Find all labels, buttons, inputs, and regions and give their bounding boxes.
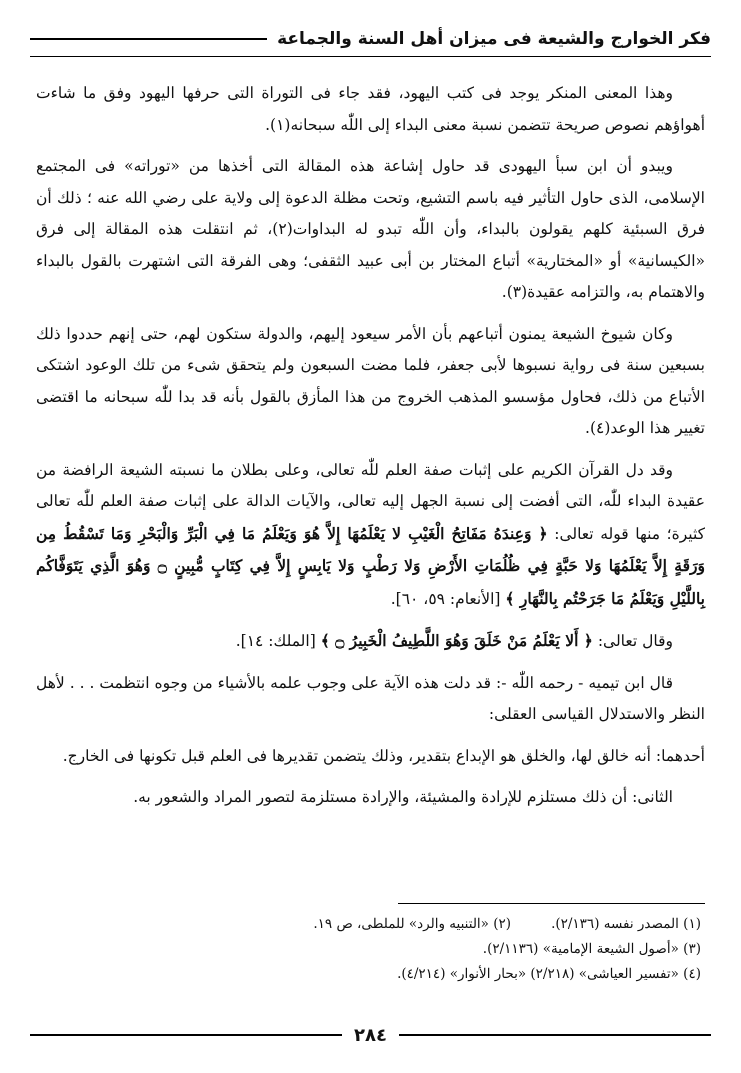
paragraph-lead: وقال تعالى: xyxy=(597,632,673,650)
quran-verse: ﴿ وَعِندَهُ مَفَاتِحُ الْغَيْبِ لا يَعْلَمُهَا إِلاَّ هُوَ وَيَعْلَمُ مَا فِي الْبَرِّ وَالْبَحْرِ وَمَا تَسْقُطُ مِن وَرَقَةٍ إِلاَّ يَعْلَمُهَا وَلا حَبَّةٍ فِي ظُلُمَاتِ الأَرْضِ وَلا رَطْبٍ وَلا يَابِسٍ إِلاَّ فِي كِتَابٍ مُّبِينٍ ۝ وَهُوَ الَّذِي يَتَوَفَّاكُم بِاللَّيْلِ وَيَعْلَمُ مَا جَرَحْتُم بِالنَّهَارِ ﴾ xyxy=(36,523,705,608)
header-divider xyxy=(30,56,711,57)
footnote-rule xyxy=(398,903,705,904)
footnote: (٣) «أصول الشيعة الإمامية» (٢/١١٣٦). xyxy=(482,941,701,957)
paragraph: وهذا المعنى المنكر يوجد فى كتب اليهود، فقد جاء فى التوراة التى حرفها اليهود وفق ما شاءت أهواؤهم نصوص صريحة تتضمن نسبة معنى البداء إلى اللّٰه سبحانه(١). xyxy=(36,84,705,134)
footnote: (٤) «تفسير العياشى» (٢/٢١٨) «بحار الأنوار» (٤/٢١٤). xyxy=(397,966,701,982)
main-text xyxy=(36,78,705,824)
footnote: (٢) «التنبيه والرد» للملطى، ص ١٩. xyxy=(313,916,512,932)
quran-verse: ﴿ أَلا يَعْلَمُ مَنْ خَلَقَ وَهُوَ اللَّطِيفُ الْخَبِيرُ ۝ ﴾ xyxy=(320,631,593,650)
paragraph: وكان شيوخ الشيعة يمنون أتباعهم بأن الأمر سيعود إليهم، والدولة ستكون لهم، حتى إنهم حددوا ذلك بسبعين سنة فى رواية نسبوها لأبى جعفر، فلما مضت السبعون ولم يتحقق شىء من تلك الوعود اشتكى الأتباع من ذلك، فحاول مؤسسو المذهب الخروج من هذا المأزق بالقول بأنه قد بدا للّٰه سبحانه ما اقتضى تغيير هذا الوعد(٤). xyxy=(36,324,705,437)
paragraph-lead: وقد دل القرآن الكريم على إثبات صفة العلم للّٰه تعالى، وعلى بطلان ما نسبته الشيعة الرافضة من عقيدة البداء للّٰه، التى أفضت إلى نسبة الجهل إليه تعالى، والآيات الدالة على إثبات صفة العلم للّٰه تعالى كثيرة؛ منها قوله تعالى: xyxy=(36,460,706,543)
paragraph-with-quran xyxy=(36,625,705,658)
footnotes xyxy=(40,912,701,987)
page-footer xyxy=(30,1020,711,1050)
footnote-row xyxy=(40,962,701,987)
quran-reference: [الأنعام: ٥٩، ٦٠]. xyxy=(390,589,501,608)
quran-reference: [الملك: ١٤]. xyxy=(235,632,316,650)
paragraph: الثانى: أن ذلك مستلزم للإرادة والمشيئة، والإرادة مستلزمة لتصور المراد والشعور به. xyxy=(133,788,673,806)
paragraph: ويبدو أن ابن سبأ اليهودى قد حاول إشاعة هذه المقالة التى أخذها من «توراته» فى المجتمع الإسلامى، الذى حاول التأثير فيه باسم التشيع، وتحت مظلة الدعوة إلى ولاية على رضي الله عنه ؛ ذلك أن فرق السبئية كلهم يقولون بالبداء، وأن اللّٰه تبدو له البداوات(٢)، ثم انتقلت هذه المقالة إلى فرق «الكيسانية» أو «المختارية» أتباع المختار بن أبى عبيد الثقفى؛ وهى الفرقة التى اشتهرت بالقول بالبداء والاهتمام به، والتزامه عقيدة(٣). xyxy=(36,157,705,301)
footnote-row xyxy=(40,912,701,937)
paragraph-with-quran xyxy=(36,455,705,616)
running-header xyxy=(30,22,711,56)
running-header-title: فكر الخوارج والشيعة فى ميزان أهل السنة والجماعة xyxy=(277,29,711,49)
paragraph: قال ابن تيميه - رحمه اللّٰه -: قد دلت هذه الآية على وجوب علمه بالأشياء من وجوه انتظمت . . . لأهل النظر والاستدلال القياسى العقلى: xyxy=(36,673,705,723)
page-number: ٢٨٤ xyxy=(354,1024,387,1046)
footer-rule-right xyxy=(399,1034,711,1036)
header-rule xyxy=(30,38,267,40)
footer-rule-left xyxy=(30,1034,342,1036)
footnote: (١) المصدر نفسه (٢/١٣٦). xyxy=(551,916,701,932)
paragraph: أحدهما: أنه خالق لها، والخلق هو الإبداع بتقدير، وذلك يتضمن تقديرها فى العلم قبل تكونها فى الخارج. xyxy=(62,746,705,765)
footnote-row xyxy=(40,937,701,962)
